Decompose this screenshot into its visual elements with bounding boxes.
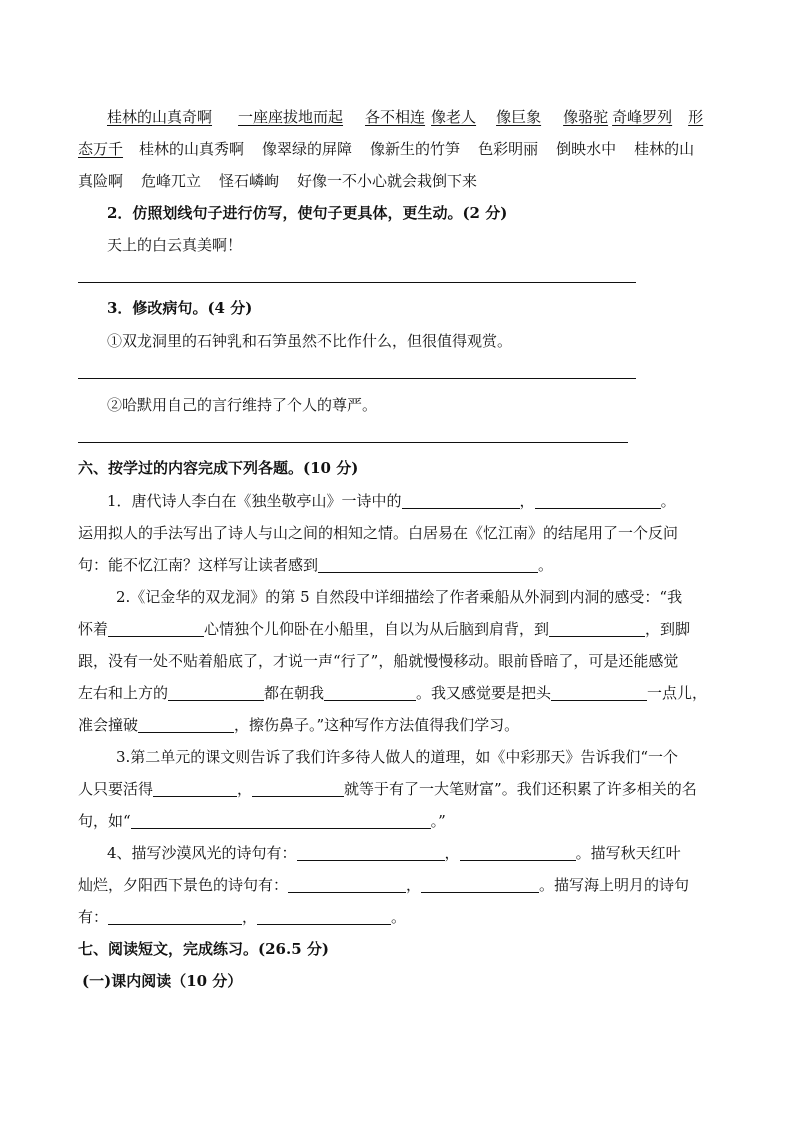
text: 心情独个儿仰卧在小船里，自以为从后脑到肩背，到 [204,620,550,638]
text: ， [242,908,258,926]
s6-q1-line-3 [78,554,553,576]
phrase: 形 [688,108,704,126]
text: 准会撞破 [78,716,139,734]
q3-item-1: ①双龙洞里的石钟乳和石笋虽然不比作什么，但很值得观赏。 [107,332,513,350]
text: 。 [538,556,554,574]
fill-blank[interactable] [131,812,431,829]
fill-blank[interactable] [257,908,391,925]
phrase: 怪石嶙峋 [219,172,280,190]
text: ，到脚 [645,620,691,638]
text: 。” [430,812,446,830]
phrase: 像新生的竹笋 [370,140,461,158]
fill-blank[interactable] [535,492,661,509]
s6-q3-line-3 [78,810,446,832]
s6-q3-line-1: 3.第二单元的课文则告诉了我们许多待人做人的道理，如《中彩那天》告诉我们“一个 [116,748,678,766]
text: ， [406,876,422,894]
phrase: 一座座拔地而起 [238,108,344,126]
answer-line[interactable] [78,378,636,379]
phrase: 像翠绿的屏障 [262,140,353,158]
fill-blank[interactable] [138,716,234,733]
text: ， [237,780,253,798]
fill-blank[interactable] [402,492,520,509]
phrase: 像老人 [431,108,477,126]
s6-q2-line-4 [78,682,707,704]
s6-q2-line-2 [78,618,690,640]
text: ， [519,492,535,510]
text: 人只要活得 [78,780,154,798]
fill-blank[interactable] [252,780,344,797]
text: 有： [78,908,109,926]
s6-q1-line-2: 运用拟人的手法写出了诗人与山之间的相知之情。白居易在《忆江南》的结尾用了一个反问 [78,524,679,542]
phrase: 各不相连 [365,108,426,126]
phrase: 奇峰罗列 [612,108,673,126]
phrase: 倒映水中 [556,140,617,158]
fill-blank[interactable] [108,908,242,925]
fill-blank[interactable] [288,876,406,893]
s6-q1-line-1 [107,490,676,512]
passage-line-3 [78,170,477,192]
section-6-title: 六、按学过的内容完成下列各题。(10 分) [78,459,359,477]
fill-blank[interactable] [324,684,416,701]
text: 。描写秋天红叶 [575,844,681,862]
text: 句：能不忆江南？这样写让读者感到 [78,556,319,574]
phrase: 桂林的山真秀啊 [139,140,245,158]
s6-q4-line-2 [78,874,689,896]
fill-blank[interactable] [460,844,576,861]
fill-blank[interactable] [551,684,647,701]
s6-q2-line-1: 2.《记金华的双龙洞》的第 5 自然段中详细描绘了作者乘船从外洞到内洞的感受：“我 [116,588,683,606]
text: 左右和上方的 [78,684,169,702]
text: 句，如“ [78,812,131,830]
phrase: 好像一不小心就会栽倒下来 [297,172,478,190]
phrase: 像巨象 [496,108,542,126]
text: 。描写海上明月的诗句 [539,876,690,894]
phrase: 像骆驼 [563,108,609,126]
q3-item-2: ②哈默用自己的言行维持了个人的尊严。 [107,396,378,414]
phrase: 桂林的山 [634,140,695,158]
s6-q2-line-3: 跟，没有一处不贴着船底了，才说一声“行了”，船就慢慢移动。眼前昏暗了，可是还能感觉 [78,652,679,670]
q3-title: 3．修改病句。(4 分) [107,299,253,317]
fill-blank[interactable] [108,620,204,637]
passage-line-2 [78,138,694,160]
text: 一点儿， [647,684,708,702]
passage-line-1 [107,106,703,128]
phrase: 危峰兀立 [141,172,202,190]
fill-blank[interactable] [549,620,645,637]
answer-line[interactable] [78,282,636,283]
section-7-subtitle: (一)课内阅读（10 分） [82,972,243,990]
s6-q2-line-5 [78,714,519,736]
text: 都在朝我 [264,684,325,702]
fill-blank[interactable] [297,844,445,861]
fill-blank[interactable] [168,684,264,701]
q2-title: 2．仿照划线句子进行仿写，使句子更具体，更生动。(2 分) [107,204,508,222]
text: 1．唐代诗人李白在《独坐敬亭山》一诗中的 [107,492,402,510]
text: 怀着 [78,620,109,638]
section-7-title: 七、阅读短文，完成练习。(26.5 分) [78,940,329,958]
text: 。 [660,492,676,510]
text: 就等于有了一大笔财富”。我们还积累了许多相关的名 [344,780,697,798]
text: 灿烂，夕阳西下景色的诗句有： [78,876,289,894]
s6-q4-line-1 [107,842,681,864]
fill-blank[interactable] [318,556,538,573]
text: 4、描写沙漠风光的诗句有： [107,844,297,862]
answer-line[interactable] [78,442,628,443]
text: 。我又感觉要是把头 [416,684,552,702]
phrase: 态万千 [78,140,124,158]
phrase: 桂林的山真奇啊 [107,108,213,126]
phrase: 色彩明丽 [478,140,539,158]
s6-q3-line-2 [78,778,697,800]
fill-blank[interactable] [153,780,237,797]
s6-q4-line-3 [78,906,406,928]
fill-blank[interactable] [421,876,539,893]
text: 。 [391,908,407,926]
text: ， [444,844,460,862]
phrase: 真险啊 [78,172,124,190]
text: ，擦伤鼻子。”这种写作方法值得我们学习。 [234,716,520,734]
q2-prompt: 天上的白云真美啊！ [107,236,243,254]
